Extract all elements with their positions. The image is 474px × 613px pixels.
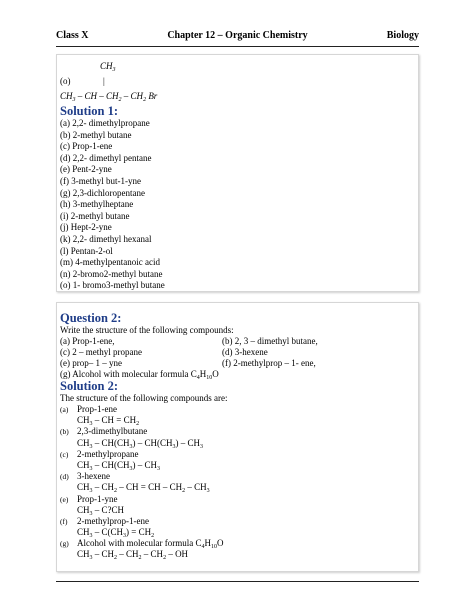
solution-item-name <box>60 426 400 437</box>
answer-item: (n) 2-bromo2-methyl butane <box>60 268 163 279</box>
formula-part: – CH(CH <box>92 437 130 448</box>
solution-item-formula <box>60 527 400 538</box>
solution-item-formula <box>60 460 400 471</box>
solution-2-title: Solution 2: <box>60 379 119 393</box>
solution-item-title: 2-methylprop-1-ene <box>77 515 149 526</box>
formula-subscript: 3 <box>129 443 133 450</box>
structure-label: (o) <box>60 76 71 86</box>
solution-items <box>60 404 400 561</box>
formula-part: ) – CH(CH <box>132 437 173 448</box>
formula-part: ) = CH <box>126 527 152 538</box>
question-rows <box>60 336 390 369</box>
solution-item-label: (g) <box>60 539 69 549</box>
answer-item: (o) 1- bromo3-methyl butane <box>60 280 165 291</box>
question-option: (b) 2, 3 – dimethyl butane, <box>222 336 318 346</box>
chain-part: CH <box>60 91 73 101</box>
formula-subscript: 3 <box>200 443 204 450</box>
solution-item-title: Prop-1-yne <box>77 493 118 504</box>
formula-part: – CH <box>185 482 207 493</box>
formula-part: CH <box>77 504 90 515</box>
formula-part: – C?CH <box>92 504 125 515</box>
formula-part: – CH(CH <box>92 459 130 470</box>
formula-part: 4 <box>201 544 205 551</box>
answer-item: (h) 3-methylheptane <box>60 199 134 210</box>
solution-item-formula <box>60 415 400 426</box>
question-2-title: Question 2: <box>60 311 122 325</box>
answers-list <box>60 118 165 292</box>
solution-item-label: (f) <box>60 516 68 526</box>
chain-subscript: 3 <box>72 97 76 103</box>
solution-item-label: (c) <box>60 449 69 459</box>
formula-subscript: 3 <box>89 421 93 428</box>
chain-part: Br <box>146 91 158 101</box>
solution-1-title: Solution 1: <box>60 104 119 118</box>
formula-subscript: 3 <box>157 465 161 472</box>
chain-subscript: 2 <box>118 97 122 103</box>
solution-item-formula <box>60 438 400 449</box>
chain-part: – CH – <box>75 91 107 101</box>
header-chapter: Chapter 12 – Organic Chemistry <box>167 30 308 41</box>
formula-part: ) – CH <box>175 437 201 448</box>
page-header <box>56 30 419 44</box>
formula-part: CH <box>77 459 90 470</box>
answer-item: (a) 2,2- dimethylpropane <box>60 118 150 128</box>
solution-item-name <box>60 404 400 415</box>
formula-part: O <box>216 538 224 549</box>
header-rule <box>56 46 419 47</box>
question-2-card <box>56 302 419 572</box>
formula-subscript: 3 <box>89 488 93 495</box>
formula-part: CH <box>77 527 90 538</box>
footer-rule <box>56 581 419 582</box>
header-class: Class X <box>56 30 89 41</box>
solution-item-formula <box>60 549 400 560</box>
solution-item-label: (e) <box>60 494 69 504</box>
question-row <box>60 336 390 347</box>
solution-item-title: 3-hexene <box>77 471 110 482</box>
formula-part: – CH <box>92 482 115 493</box>
question-option: (c) 2 – methyl propane <box>60 347 142 357</box>
answer-item: (c) Prop-1-ene <box>60 141 113 152</box>
answer-item: (e) Pent-2-yne <box>60 164 112 175</box>
answer-item: (l) Pentan-2-ol <box>60 245 113 256</box>
question-option: (e) prop– 1 – yne <box>60 358 122 368</box>
formula-subscript: 2 <box>136 421 140 428</box>
structure-top-group: $CH_3$ <box>100 61 116 73</box>
answer-item: (b) 2-methyl butane <box>60 129 132 140</box>
formula-part: – C(CH <box>92 527 124 538</box>
answer-item: (j) Hept-2-yne <box>60 222 112 233</box>
question-row <box>60 347 390 358</box>
formula-subscript: 3 <box>89 555 93 562</box>
formula-part: – CH <box>117 549 139 560</box>
answer-item: (m) 4-methylpentanoic acid <box>60 257 160 268</box>
formula-part: 10 <box>210 544 217 551</box>
solution-item-title: 2,3-dimethylbutane <box>77 426 148 437</box>
answer-item: (k) 2,2- dimethyl hexanal <box>60 233 152 244</box>
formula-part: CH <box>77 482 90 493</box>
solution-item-formula <box>60 482 400 493</box>
solution-item-label: (d) <box>60 472 69 482</box>
solution-item-title: Prop-1-ene <box>77 404 117 414</box>
structure-chain <box>60 91 157 101</box>
structure-bond: | <box>103 76 105 86</box>
formula-subscript: 2 <box>151 533 155 540</box>
header-subject: Biology <box>386 30 419 41</box>
formula-subscript: 2 <box>114 488 118 495</box>
answer-item: (g) 2,3-dichloropentane <box>60 187 145 198</box>
formula-subscript: 3 <box>123 533 127 540</box>
question-row <box>60 358 390 369</box>
formula-part: H <box>204 538 211 549</box>
solution-item-name <box>60 471 400 482</box>
question-intro: Write the structure of the following compounds: <box>60 325 234 335</box>
question-last: (g) Alcohol with molecular formula $C_4H_{10}O$ <box>60 369 219 381</box>
question-option: (a) Prop-1-ene, <box>60 336 115 346</box>
formula-part: – OH <box>166 549 189 560</box>
formula-subscript: 2 <box>114 555 118 562</box>
question-option: (d) 3-hexene <box>222 347 268 357</box>
solution-item-name <box>60 538 400 549</box>
solution-item-name <box>60 449 400 460</box>
formula-part: – CH = CH – CH <box>117 482 183 493</box>
solution-item-formula <box>60 505 400 516</box>
formula-subscript: 3 <box>129 465 133 472</box>
solution-item-label: (b) <box>60 427 69 437</box>
chain-part: CH <box>130 91 144 101</box>
chain-part: – <box>121 91 131 101</box>
chain-subscript: 2 <box>143 97 147 103</box>
formula-part: CH <box>77 437 90 448</box>
answer-item: (i) 2-methyl butane <box>60 210 130 221</box>
chain-part: CH <box>106 91 119 101</box>
formula-subscript: 3 <box>206 488 210 495</box>
question-option: (f) 2-methylprop – 1- ene, <box>222 358 316 368</box>
solution-item-name <box>60 494 400 505</box>
solution-1-card <box>56 54 419 292</box>
formula-part: CH <box>77 415 90 426</box>
formula-part: – CH <box>92 549 115 560</box>
formula-subscript: 3 <box>172 443 176 450</box>
answer-item: (f) 3-methyl but-1-yne <box>60 175 141 186</box>
formula-subscript: 3 <box>89 510 93 517</box>
solution-item-label: (a) <box>60 405 69 414</box>
formula-subscript: 3 <box>89 533 93 540</box>
formula-part: CH <box>77 549 90 560</box>
formula-subscript: 2 <box>182 488 186 495</box>
formula-subscript: 3 <box>89 465 93 472</box>
formula-subscript: 3 <box>89 443 93 450</box>
formula-part: ) – CH <box>132 459 158 470</box>
answer-item: (d) 2,2- dimethyl pentane <box>60 152 152 163</box>
solution-item-title: Alcohol with molecular formula $C_4H_{10}O$ <box>77 538 224 551</box>
solution-item-title: 2-methylpropane <box>77 448 139 459</box>
solution-item-name <box>60 516 400 527</box>
solution-intro: The structure of the following compounds are: <box>60 393 228 403</box>
formula-subscript: 2 <box>163 555 167 562</box>
formula-part: – CH <box>141 549 164 560</box>
formula-part: – CH = CH <box>92 415 137 426</box>
formula-subscript: 2 <box>138 555 142 562</box>
